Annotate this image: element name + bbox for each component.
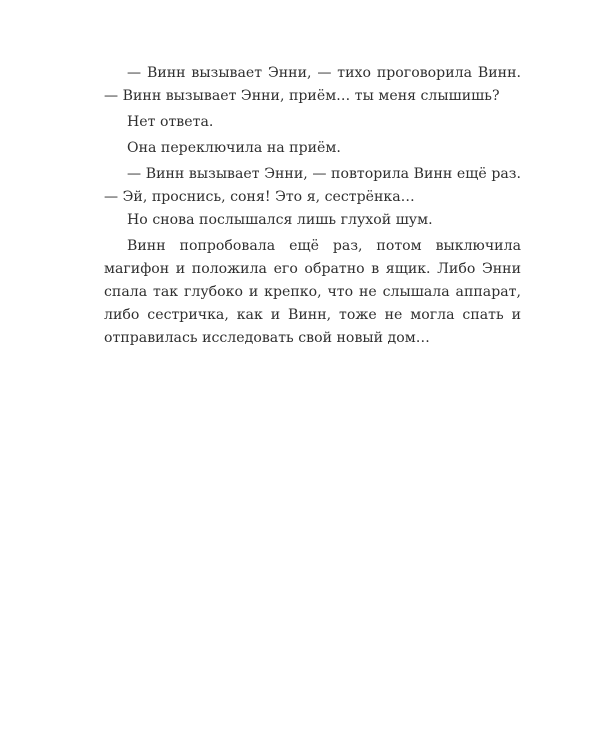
page-text bbox=[104, 62, 521, 350]
paragraph-5: Но снова послышался лишь глухой шум. bbox=[127, 212, 433, 228]
paragraph-1: — Винн вызывает Энни, — тихо проговорила Винн. — Винн вызывает Энни, приём… ты меня слышишь? bbox=[104, 65, 521, 104]
paragraph-6: Винн попробовала ещё раз, потом выключила магифон и положила его обратно в ящик. Либо Энни спала так глубоко и крепко, что не слышала аппарат, либо сестричка, как и Винн, тоже не могла спать и отправилась исследовать свой новый дом… bbox=[104, 238, 521, 346]
paragraph-2: Нет ответа. bbox=[127, 114, 214, 130]
paragraph-4: — Винн вызывает Энни, — повторила Винн ещё раз. — Эй, проснись, соня! Это я, сестрёнка… bbox=[104, 166, 521, 205]
paragraph-3: Она переключила на приём. bbox=[127, 140, 341, 156]
